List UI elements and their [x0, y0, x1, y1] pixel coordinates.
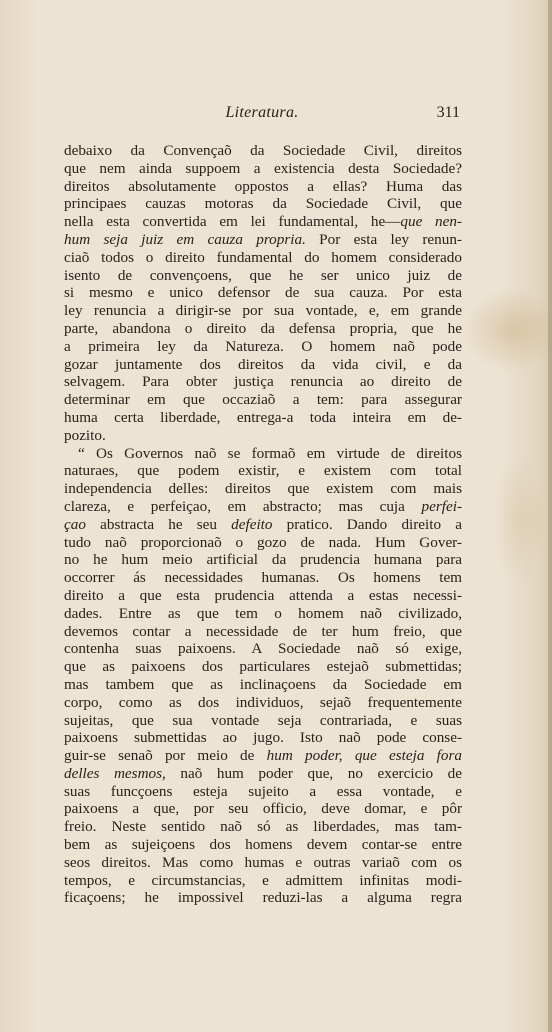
text-line — [64, 231, 462, 249]
text-line — [64, 302, 462, 320]
text-line — [64, 498, 462, 516]
text-line — [64, 658, 462, 676]
text-line — [64, 195, 462, 213]
text-segment: isento de convençoens, que he ser unico juiz de — [64, 266, 462, 284]
text-segment: selvagem. Para obter justiça renuncia ao direito de — [64, 373, 462, 391]
text-segment: nella esta convertida em lei fundamental, he— — [64, 213, 401, 231]
text-line — [64, 142, 462, 160]
text-segment: parte, abandona o direito da defensa propria, que he — [64, 319, 462, 337]
text-line — [64, 267, 462, 285]
text-segment: ley renuncia a dirigir-se por sua vontade, e, em grande — [64, 302, 462, 320]
text-line — [64, 480, 462, 498]
text-segment: bem as sujeiçoens dos homens devem contar-se entre — [64, 836, 462, 854]
text-line — [64, 640, 462, 658]
text-segment: mas tambem que as inclinaçoens da Sociedade em — [64, 675, 462, 693]
text-segment: huma certa liberdade, entrega-a toda inteira em de- — [64, 408, 462, 426]
text-line — [64, 747, 462, 765]
text-segment: seos direitos. Mas como humas e outras variaõ com os — [64, 853, 462, 871]
text-line — [64, 872, 462, 890]
text-line — [64, 694, 462, 712]
page-header — [64, 104, 460, 126]
text-line — [64, 160, 462, 178]
text-segment: ciaõ todos o direito fundamental do homem considerado — [64, 248, 462, 266]
text-line — [64, 178, 462, 196]
text-segment: abstracta he seu — [85, 515, 232, 533]
italic-text: que nen- — [400, 213, 462, 231]
text-line — [64, 818, 462, 836]
text-line — [64, 765, 462, 783]
italic-text: hum seja juiz em cauza propria. — [64, 230, 306, 248]
text-line — [64, 623, 462, 641]
text-segment: no he hum meio artificial da prudencia humana para — [64, 551, 462, 569]
italic-text: delles mesmos, — [64, 764, 166, 782]
text-segment: freio. Neste sentido naõ só as liberdades, mas tam- — [64, 818, 462, 836]
text-line — [64, 391, 462, 409]
italic-text: defeito — [231, 515, 273, 533]
text-segment: guir-se senaõ por meio de — [64, 747, 267, 765]
text-segment: occorrer ás necessidades humanas. Os homens tem — [64, 569, 462, 587]
text-line — [64, 462, 462, 480]
text-line — [64, 427, 462, 445]
text-line — [64, 516, 462, 534]
text-segment: Por esta ley renun- — [305, 230, 462, 248]
text-line — [64, 373, 462, 391]
text-line — [64, 213, 462, 231]
text-segment: pozito. — [64, 426, 106, 444]
text-segment: naõ hum poder que, no exercicio de — [165, 764, 462, 782]
text-segment: principaes cauzas motoras da Sociedade Civil, que — [64, 195, 462, 213]
text-line — [64, 284, 462, 302]
text-segment: ficaçoens; he impossivel reduzi-las a alguma regra — [64, 889, 462, 907]
text-segment: tempos, e circumstancias, e admittem infinitas modi- — [64, 871, 462, 889]
text-segment: pratico. Dando direito a — [272, 515, 462, 533]
text-segment: direito a que esta prudencia attenda a estas necessi- — [64, 586, 462, 604]
text-line — [64, 249, 462, 267]
text-segment: “ Os Governos naõ se formaõ em virtude de direitos — [78, 444, 462, 462]
text-segment: tudo naõ proporcionaõ o gozo de nada. Hum Gover- — [64, 533, 462, 551]
text-line — [64, 551, 462, 569]
text-segment: corpo, como as dos individuos, sejaõ frequentemente — [64, 693, 462, 711]
text-line — [64, 712, 462, 730]
text-line — [64, 889, 462, 907]
text-line — [64, 320, 462, 338]
text-line — [64, 356, 462, 374]
text-line — [64, 854, 462, 872]
text-line — [64, 729, 462, 747]
text-segment: a primeira ley da Natureza. O homem naõ pode — [64, 337, 462, 355]
text-segment: paixoens submettidas ao jugo. Isto naõ pode conse- — [64, 729, 462, 747]
text-segment: que as paixoens dos particulares estejaõ submettidas; — [64, 658, 462, 676]
text-segment: gozar juntamente dos direitos da vida civil, e da — [64, 355, 462, 373]
text-line — [64, 569, 462, 587]
text-segment: suas funcçoens esteja sujeito a essa vontade, e — [64, 782, 462, 800]
text-line — [64, 605, 462, 623]
text-segment: paixoens a que, por seu officio, deve domar, e pôr — [64, 800, 462, 818]
text-segment: contenha suas paixoens. A Sociedade naõ só exige, — [64, 640, 462, 658]
text-segment: dades. Entre as que tem o homem naõ civilizado, — [64, 604, 462, 622]
text-segment: clareza, e perfeiçao, em abstracto; mas cuja — [64, 497, 422, 515]
text-line — [64, 409, 462, 427]
text-line — [64, 445, 462, 463]
text-segment: si mesmo e unico defensor de sua cauza. Por esta — [64, 284, 462, 302]
text-line — [64, 534, 462, 552]
text-line — [64, 783, 462, 801]
running-head: Literatura. — [225, 104, 299, 121]
text-segment: devemos contar a necessidade de ter hum freio, que — [64, 622, 462, 640]
text-segment: que nem ainda suppoem a existencia desta Sociedade? — [64, 159, 462, 177]
text-segment: independencia delles: direitos que existem com mais — [64, 480, 462, 498]
text-segment: debaixo da Convençaõ da Sociedade Civil, direitos — [64, 142, 462, 159]
text-line — [64, 800, 462, 818]
body-text — [64, 142, 462, 907]
text-segment: naturaes, que podem existir, e existem com total — [64, 462, 462, 480]
page-number: 311 — [436, 104, 460, 121]
text-line — [64, 836, 462, 854]
italic-text: çao — [64, 515, 86, 533]
text-line — [64, 587, 462, 605]
italic-text: perfei- — [421, 497, 462, 515]
text-line — [64, 338, 462, 356]
page-edge — [548, 0, 552, 1032]
text-segment: determinar em que occaziaõ a tem: para assegurar — [64, 391, 462, 409]
text-segment: sujeitas, que sua vontade seja contrariada, e suas — [64, 711, 462, 729]
text-line — [64, 676, 462, 694]
italic-text: hum poder, que esteja fora — [266, 747, 462, 765]
text-segment: direitos absolutamente oppostos a ellas? Huma das — [64, 177, 462, 195]
